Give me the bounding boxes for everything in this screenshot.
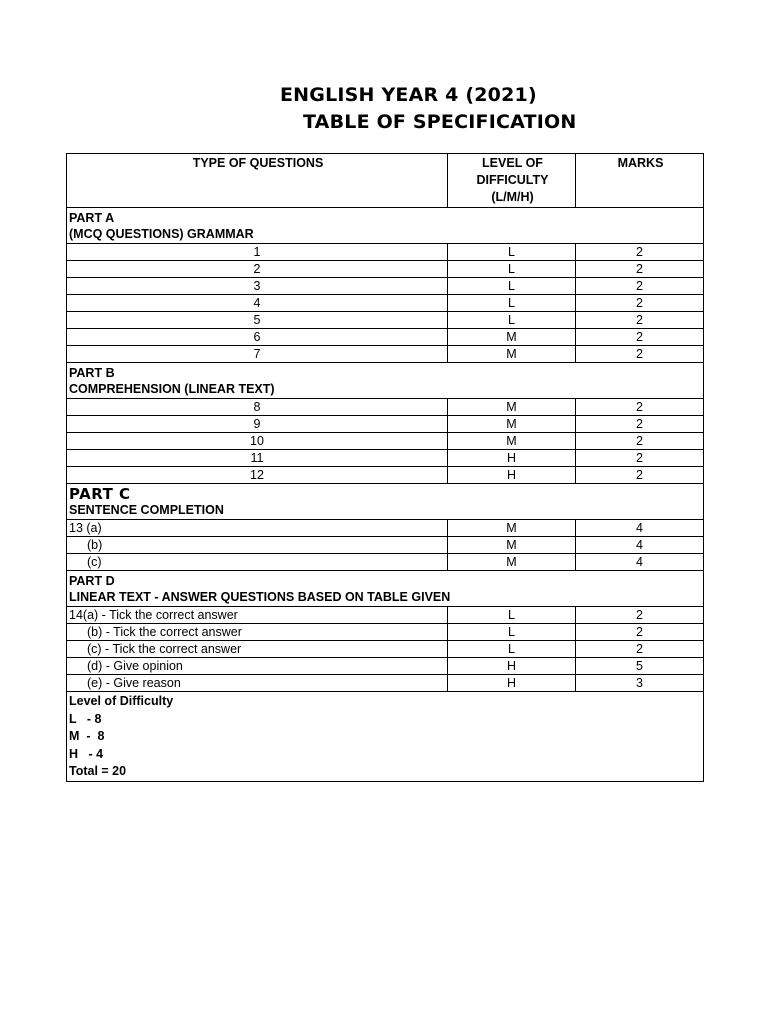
- marks-cell: 5: [576, 658, 704, 675]
- document-subtitle: TABLE OF SPECIFICATION: [303, 111, 577, 133]
- level-cell: M: [448, 399, 576, 416]
- marks-cell: 4: [576, 520, 704, 537]
- table-row: [67, 295, 704, 312]
- question-cell: 3: [67, 278, 448, 295]
- marks-cell: 4: [576, 554, 704, 571]
- table-row: [67, 607, 704, 624]
- part-b-heading-row: [67, 363, 704, 399]
- header-level-line2: DIFFICULTY: [476, 173, 549, 187]
- marks-cell: 2: [576, 450, 704, 467]
- level-cell: L: [448, 261, 576, 278]
- table-row: [67, 641, 704, 658]
- question-cell: 8: [67, 399, 448, 416]
- table-row: [67, 520, 704, 537]
- table-row: [67, 537, 704, 554]
- part-c-heading: [67, 484, 704, 520]
- summary-l: L - 8: [69, 711, 102, 726]
- question-cell: 2: [67, 261, 448, 278]
- question-cell: (b) - Tick the correct answer: [67, 624, 448, 641]
- marks-cell: 2: [576, 312, 704, 329]
- question-cell: 10: [67, 433, 448, 450]
- level-cell: M: [448, 554, 576, 571]
- specification-table: [66, 153, 704, 782]
- header-level-of-difficulty: [448, 154, 576, 208]
- question-cell: 14(a) - Tick the correct answer: [67, 607, 448, 624]
- marks-cell: 2: [576, 641, 704, 658]
- level-cell: H: [448, 658, 576, 675]
- header-level-line3: (L/M/H): [491, 190, 534, 204]
- question-cell: (b): [67, 537, 448, 554]
- header-type-of-questions: TYPE OF QUESTIONS: [67, 154, 448, 208]
- table-row: [67, 312, 704, 329]
- part-title: PART C: [69, 485, 131, 503]
- summary-h: H - 4: [69, 746, 104, 761]
- marks-cell: 4: [576, 537, 704, 554]
- part-d-heading: [67, 571, 704, 607]
- question-cell: 1: [67, 244, 448, 261]
- table-row: [67, 416, 704, 433]
- marks-cell: 2: [576, 295, 704, 312]
- level-cell: L: [448, 312, 576, 329]
- summary-row: [67, 692, 704, 782]
- summary-m: M - 8: [69, 729, 105, 743]
- level-cell: H: [448, 450, 576, 467]
- marks-cell: 2: [576, 416, 704, 433]
- question-cell: 11: [67, 450, 448, 467]
- marks-cell: 2: [576, 467, 704, 484]
- marks-cell: 2: [576, 278, 704, 295]
- table-row: [67, 399, 704, 416]
- level-cell: M: [448, 433, 576, 450]
- table-row: [67, 675, 704, 692]
- summary-heading: Level of Difficulty: [69, 694, 174, 708]
- question-cell: (e) - Give reason: [67, 675, 448, 692]
- question-cell: 9: [67, 416, 448, 433]
- level-cell: H: [448, 467, 576, 484]
- level-cell: M: [448, 520, 576, 537]
- question-cell: 4: [67, 295, 448, 312]
- table-row: [67, 450, 704, 467]
- table-row: [67, 278, 704, 295]
- level-cell: H: [448, 675, 576, 692]
- level-cell: M: [448, 537, 576, 554]
- question-cell: 5: [67, 312, 448, 329]
- part-title: PART D: [69, 574, 115, 588]
- part-title: PART B: [69, 366, 115, 380]
- question-cell: 13 (a): [67, 520, 448, 537]
- marks-cell: 2: [576, 346, 704, 363]
- table-row: [67, 244, 704, 261]
- marks-cell: 2: [576, 624, 704, 641]
- document-title: ENGLISH YEAR 4 (2021): [280, 84, 537, 106]
- marks-cell: 2: [576, 399, 704, 416]
- table-row: [67, 624, 704, 641]
- table-row: [67, 554, 704, 571]
- marks-cell: 2: [576, 607, 704, 624]
- table-row: [67, 467, 704, 484]
- part-subtitle: SENTENCE COMPLETION: [69, 503, 224, 517]
- summary-total: Total = 20: [69, 764, 127, 778]
- part-subtitle: LINEAR TEXT - ANSWER QUESTIONS BASED ON TABLE GIVEN: [69, 590, 451, 604]
- marks-cell: 2: [576, 329, 704, 346]
- part-a-heading: [67, 208, 704, 244]
- table-row: [67, 261, 704, 278]
- table-row: [67, 433, 704, 450]
- part-b-heading: [67, 363, 704, 399]
- table-header-row: [67, 154, 704, 208]
- level-cell: M: [448, 346, 576, 363]
- marks-cell: 2: [576, 261, 704, 278]
- table-row: [67, 329, 704, 346]
- part-c-heading-row: [67, 484, 704, 520]
- table-row: [67, 658, 704, 675]
- level-cell: L: [448, 607, 576, 624]
- level-cell: L: [448, 278, 576, 295]
- question-cell: 6: [67, 329, 448, 346]
- difficulty-summary: [67, 692, 704, 782]
- header-level-line1: LEVEL OF: [482, 156, 543, 170]
- header-marks: MARKS: [576, 154, 704, 208]
- level-cell: L: [448, 641, 576, 658]
- part-d-heading-row: [67, 571, 704, 607]
- level-cell: L: [448, 295, 576, 312]
- level-cell: L: [448, 624, 576, 641]
- table-row: [67, 346, 704, 363]
- level-cell: M: [448, 416, 576, 433]
- part-subtitle: COMPREHENSION (LINEAR TEXT): [69, 382, 275, 396]
- question-cell: (c): [67, 554, 448, 571]
- part-title: PART A: [69, 211, 115, 225]
- question-cell: 7: [67, 346, 448, 363]
- question-cell: (d) - Give opinion: [67, 658, 448, 675]
- level-cell: L: [448, 244, 576, 261]
- question-cell: 12: [67, 467, 448, 484]
- question-cell: (c) - Tick the correct answer: [67, 641, 448, 658]
- marks-cell: 2: [576, 244, 704, 261]
- marks-cell: 3: [576, 675, 704, 692]
- part-subtitle: (MCQ QUESTIONS) GRAMMAR: [69, 227, 254, 241]
- part-a-heading-row: [67, 208, 704, 244]
- marks-cell: 2: [576, 433, 704, 450]
- level-cell: M: [448, 329, 576, 346]
